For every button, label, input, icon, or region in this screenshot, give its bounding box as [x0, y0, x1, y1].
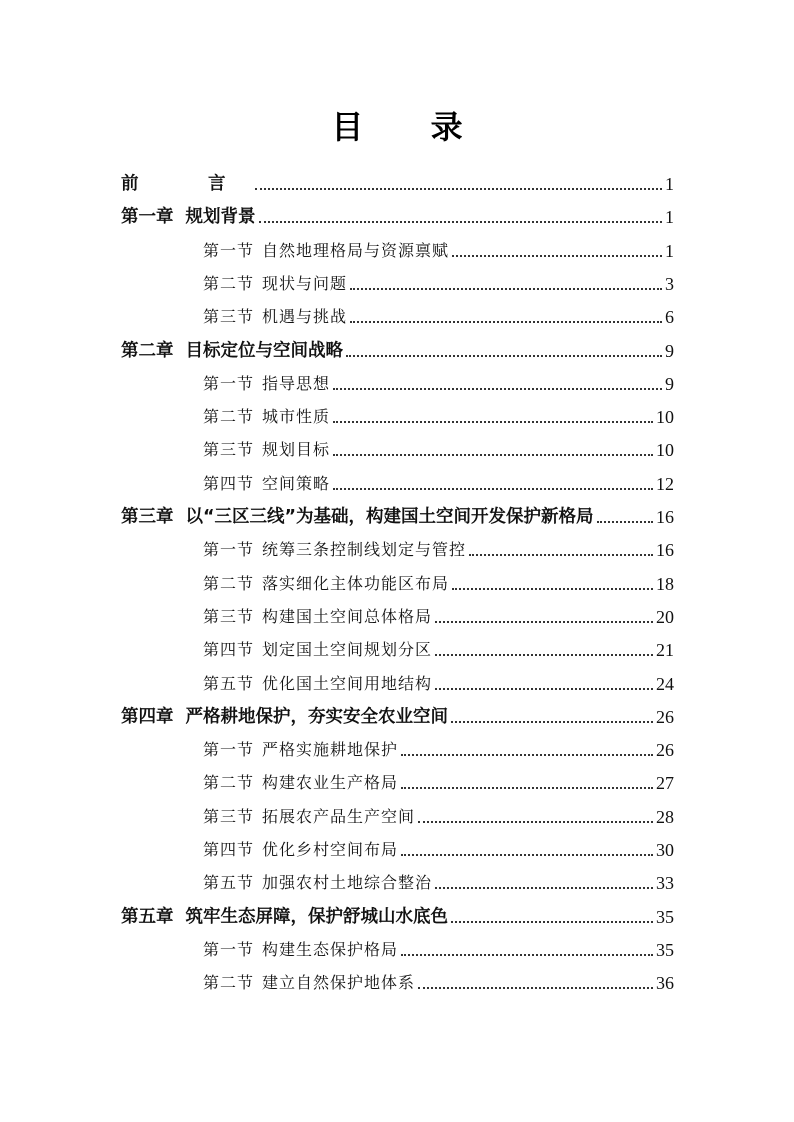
toc-entry-label	[121, 173, 252, 195]
toc-entry-number: 第二节	[203, 407, 255, 427]
toc-section-entry[interactable]	[203, 864, 674, 894]
page-title: 目 录	[331, 108, 491, 146]
dot-leader	[333, 454, 653, 456]
toc-entry-title: 以“三区三线”为基础，构建国土空间开发保护新格局	[185, 507, 594, 527]
toc-entry-number: 第一节	[203, 373, 255, 393]
toc-section-entry[interactable]	[203, 665, 674, 695]
toc-chapter-entry[interactable]	[121, 332, 674, 362]
toc-section-entry[interactable]	[203, 831, 674, 861]
toc-entry-title: 划定国土空间规划分区	[262, 640, 433, 660]
toc-entry-title: 目标定位与空间战略	[185, 340, 343, 361]
toc-entry-title: 规划目标	[262, 440, 331, 460]
toc-entry-number: 第三节	[203, 440, 255, 460]
toc-entry-title: 机遇与挑战	[262, 307, 348, 327]
toc-entry-label	[203, 240, 449, 262]
toc-chapter-entry[interactable]	[121, 165, 674, 195]
toc-entry-title: 拓展农产品生产空间	[262, 806, 416, 826]
toc-page-number: 6	[665, 307, 674, 328]
toc-entry-title: 城市性质	[262, 407, 331, 427]
dot-leader	[346, 355, 662, 357]
toc-entry-label	[203, 673, 432, 695]
toc-entry-title: 自然地理格局与资源禀赋	[262, 240, 450, 260]
dot-leader	[401, 754, 653, 756]
toc-entry-title: 构建国土空间总体格局	[262, 606, 433, 626]
toc-page-number: 1	[665, 207, 674, 228]
toc-entry-label	[203, 406, 330, 428]
dot-leader	[350, 288, 662, 290]
toc-entry-label	[203, 806, 415, 828]
toc-entry-title: 筑牢生态屏障，保护舒城山水底色	[185, 906, 448, 927]
dot-leader	[418, 821, 653, 823]
toc-entry-label	[121, 506, 594, 528]
toc-entry-title: 落实细化主体功能区布局	[262, 573, 450, 593]
toc-chapter-entry[interactable]	[121, 898, 674, 928]
dot-leader	[255, 188, 663, 190]
toc-page-number: 35	[656, 906, 674, 927]
toc-entry-number: 第三章	[121, 507, 174, 527]
toc-section-entry[interactable]	[203, 365, 674, 395]
toc-entry-label	[203, 639, 432, 661]
toc-page-number: 10	[656, 440, 674, 461]
toc-section-entry[interactable]	[203, 798, 674, 828]
toc-page-number: 1	[665, 240, 674, 261]
toc-entry-label	[203, 273, 347, 295]
dot-leader	[418, 987, 653, 989]
toc-entry-title: 严格耕地保护，夯实安全农业空间	[185, 706, 448, 727]
toc-entry-number: 第二节	[203, 573, 255, 593]
toc-entry-label	[203, 439, 330, 461]
dot-leader	[333, 388, 662, 390]
toc-entry-title: 加强农村土地综合整治	[262, 873, 433, 893]
toc-chapter-entry[interactable]	[121, 498, 674, 528]
toc-section-entry[interactable]	[203, 631, 674, 661]
toc-section-entry[interactable]	[203, 931, 674, 961]
dot-leader	[451, 721, 653, 723]
toc-page-number: 36	[656, 973, 674, 994]
toc-page-number: 26	[656, 740, 674, 761]
toc-section-entry[interactable]	[203, 731, 674, 761]
toc-page-number: 9	[665, 340, 674, 361]
dot-leader	[350, 321, 662, 323]
toc-entry-number: 第四节	[203, 840, 255, 859]
toc-entry-label	[121, 340, 343, 362]
toc-page-number: 1	[665, 174, 674, 194]
toc-entry-title: 规划背景	[185, 207, 256, 228]
toc-entry-number: 第二节	[203, 973, 255, 993]
toc-page-number: 9	[665, 373, 674, 394]
toc-page-number: 35	[656, 939, 674, 960]
toc-entry-title: 统筹三条控制线划定与管控	[262, 540, 467, 560]
toc-entry-number: 第一节	[203, 240, 255, 260]
toc-page-number: 27	[656, 773, 674, 794]
toc-entry-title: 指导思想	[262, 373, 331, 393]
toc-page-number: 10	[656, 407, 674, 428]
dot-leader	[597, 521, 653, 523]
toc-section-entry[interactable]	[203, 764, 674, 794]
dot-leader	[452, 255, 662, 257]
toc-section-entry[interactable]	[203, 531, 674, 561]
toc-section-entry[interactable]	[203, 398, 674, 428]
toc-entry-label	[203, 373, 330, 395]
toc-entry-label	[203, 473, 330, 495]
toc-entry-number: 第五节	[203, 673, 255, 693]
toc-entry-number: 第一章	[121, 207, 174, 228]
toc-entry-label	[203, 306, 347, 328]
toc-entry-title: 前 言	[121, 174, 252, 194]
toc-page-number: 18	[656, 573, 674, 594]
toc-entry-title: 构建生态保护格局	[262, 939, 399, 959]
toc-entry-title: 优化国土空间用地结构	[262, 673, 433, 693]
dot-leader	[435, 688, 653, 690]
toc-section-entry[interactable]	[203, 431, 674, 461]
toc-section-entry[interactable]	[203, 964, 674, 994]
toc-entry-number: 第三节	[203, 806, 255, 826]
toc-section-entry[interactable]	[203, 465, 674, 495]
toc-page-number: 12	[656, 473, 674, 494]
toc-page-number: 33	[656, 873, 674, 894]
toc-entry-number: 第三节	[203, 606, 255, 626]
toc-page-number: 28	[656, 806, 674, 827]
dot-leader	[333, 488, 653, 490]
toc-page-number: 16	[656, 540, 674, 561]
dot-leader	[452, 588, 653, 590]
toc-entry-label	[203, 839, 398, 861]
toc-entry-number: 第二节	[203, 273, 255, 293]
toc-section-entry[interactable]	[203, 298, 674, 328]
toc-entry-number: 第四节	[203, 640, 255, 660]
toc-section-entry[interactable]	[203, 565, 674, 595]
toc-entry-label	[121, 706, 448, 728]
toc-entry-title: 建立自然保护地体系	[262, 973, 416, 993]
toc-entry-number: 第二节	[203, 773, 255, 793]
dot-leader	[333, 421, 653, 423]
dot-leader	[435, 887, 653, 889]
toc-page-number: 20	[656, 606, 674, 627]
toc-chapter-entry[interactable]	[121, 698, 674, 728]
toc-entry-number: 第五节	[203, 873, 255, 893]
toc-entry-number: 第一节	[203, 540, 255, 560]
toc-section-entry[interactable]	[203, 598, 674, 628]
toc-entry-label	[203, 739, 398, 761]
dot-leader	[435, 654, 653, 656]
toc-page-number: 21	[656, 640, 674, 661]
toc-entry-number: 第四章	[121, 706, 174, 727]
toc-entry-label	[121, 206, 256, 228]
dot-leader	[401, 787, 653, 789]
dot-leader	[451, 921, 653, 923]
dot-leader	[401, 854, 653, 856]
toc-entry-number: 第三节	[203, 307, 255, 327]
toc-entry-label	[203, 772, 398, 794]
toc-page-number: 26	[656, 706, 674, 727]
toc-entry-label	[203, 972, 415, 994]
toc-page-number: 30	[656, 840, 674, 860]
toc-chapter-entry[interactable]	[121, 198, 674, 228]
toc-entry-number: 第五章	[121, 906, 174, 927]
toc-section-entry[interactable]	[203, 232, 674, 262]
toc-entry-label	[203, 939, 398, 961]
toc-section-entry[interactable]	[203, 265, 674, 295]
toc-entry-number: 第四节	[203, 473, 255, 493]
toc-entry-label	[121, 906, 448, 928]
toc-entry-title: 构建农业生产格局	[262, 773, 399, 793]
toc-entry-title: 优化乡村空间布局	[262, 840, 399, 859]
toc-entry-label	[203, 872, 432, 894]
toc-entry-label	[203, 539, 466, 561]
toc-entry-number: 第一节	[203, 939, 255, 959]
toc-entry-label	[203, 573, 449, 595]
dot-leader	[435, 621, 653, 623]
toc-entry-title: 现状与问题	[262, 273, 348, 293]
dot-leader	[469, 554, 653, 556]
dot-leader	[259, 221, 663, 223]
toc-entry-number: 第二章	[121, 340, 174, 361]
toc-entry-label	[203, 606, 432, 628]
toc-entry-number: 第一节	[203, 740, 255, 760]
toc-entry-title: 空间策略	[262, 473, 331, 493]
toc-entry-title: 严格实施耕地保护	[262, 740, 399, 760]
toc-page-number: 24	[656, 673, 674, 694]
toc-page-number: 16	[656, 507, 674, 527]
toc-page-number: 3	[665, 273, 674, 294]
dot-leader	[401, 954, 653, 956]
